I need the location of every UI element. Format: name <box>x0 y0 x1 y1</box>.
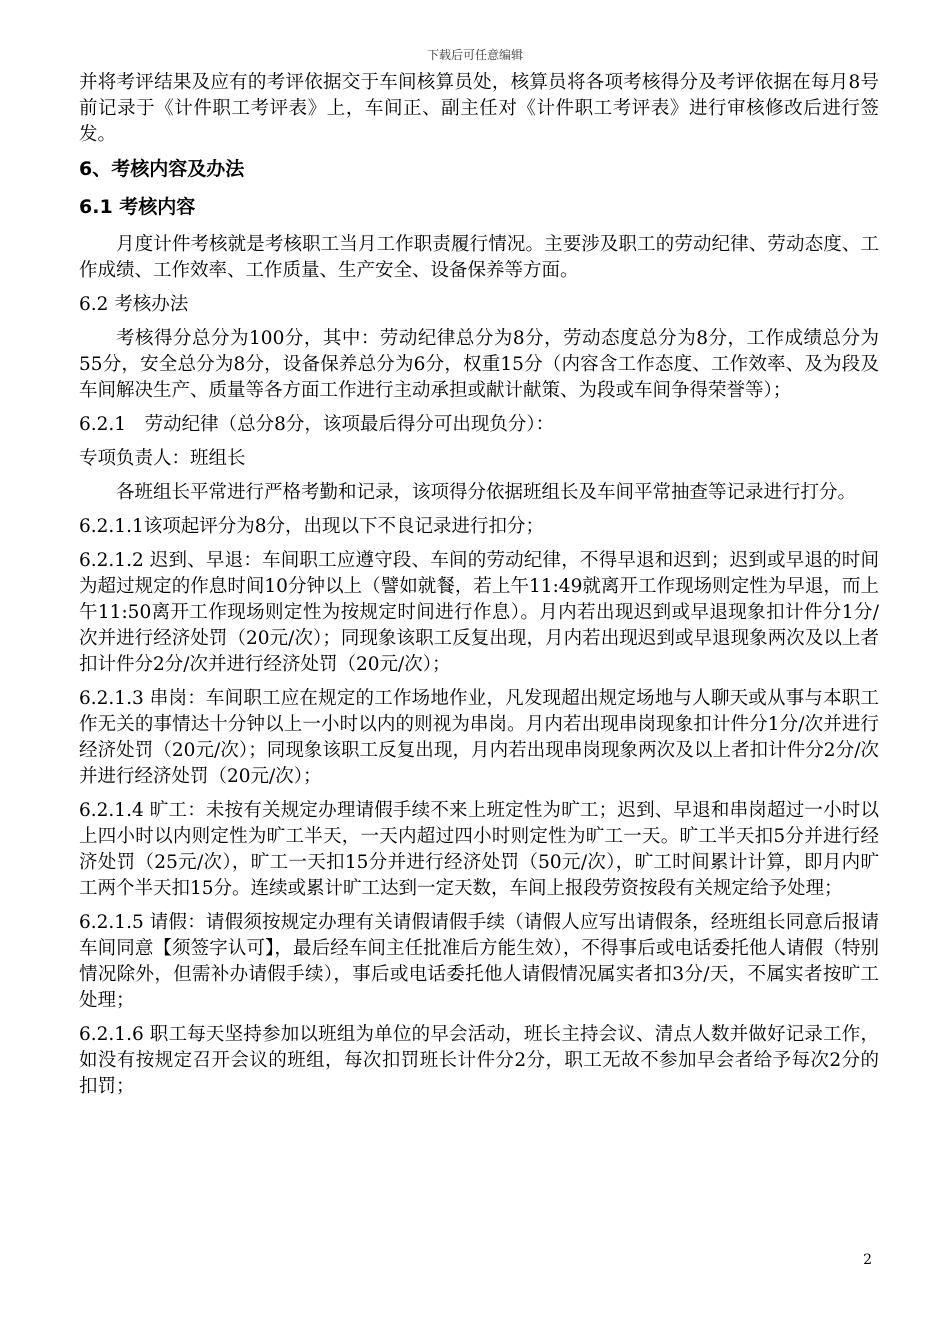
paragraph-assessment-content: 月度计件考核就是考核职工当月工作职责履行情况。主要涉及职工的劳动纪律、劳动态度、工作成绩、工作效率、工作质量、生产安全、设备保养等方面。 <box>79 234 879 281</box>
paragraph-6-2-1-5-leave: 6.2.1.5 请假：请假须按规定办理有关请假请假手续（请假人应写出请假条，经班组长同意后报请车间同意【须签字认可】，最后经车间主任批准后方能生效），不得事后或电话委托他人请假（特别情况除外，但需补办请假手续），事后或电话委托他人请假情况属实者扣3分/天，不属实者按旷工处理； <box>79 912 879 1011</box>
paragraph-6-2-1-6-morning-meeting: 6.2.1.6 职工每天坚持参加以班组为单位的早会活动，班长主持会议、清点人数并做好记录工作，如没有按规定召开会议的班组，每次扣罚班长计件分2分，职工无故不参加早会者给予每次2分的扣罚； <box>79 1024 879 1097</box>
paragraph-attendance-records: 各班组长平常进行严格考勤和记录，该项得分依据班组长及车间平常抽查等记录进行打分。 <box>116 482 857 503</box>
paragraph-6-2-1-labor-discipline: 6.2.1 劳动纪律（总分8分，该项最后得分可出现负分）： <box>79 414 555 435</box>
paragraph-6-2-1-1: 6.2.1.1该项起评分为8分，出现以下不良记录进行扣分； <box>79 516 544 537</box>
page-header-note: 下载后可任意编辑 <box>426 48 523 62</box>
page-number: 2 <box>863 1252 872 1268</box>
paragraph-6-2-1-2-late-early: 6.2.1.2 迟到、早退：车间职工应遵守段、车间的劳动纪律，不得早退和迟到；迟到或早退的时间为超过规定的作息时间10分钟以上（譬如就餐，若上午11:49就离开工作现场则定性为早退，而上午11:50离开工作现场则定性为按规定时间进行作息）。月内若出现迟到或早退现象扣计件分1分/次并进行经济处罚（20元/次）；同现象该职工反复出现，月内若出现迟到或早退现象两次及以上者扣计件分2分/次并进行经济处罚（20元/次）； <box>79 550 879 675</box>
paragraph-score-allocation: 考核得分总分为100分，其中：劳动纪律总分为8分，劳动态度总分为8分，工作成绩总分为55分，安全总分为8分，设备保养总分为6分，权重15分（内容含工作态度、工作效率、及为段及车间解决生产、质量等各方面工作进行主动承担或献计献策、为段或车间争得荣誉等）； <box>79 328 879 401</box>
document-body <box>79 70 879 1108</box>
subheading-6-2: 6.2 考核办法 <box>79 294 189 315</box>
paragraph-responsible-person: 专项负责人：班组长 <box>79 448 246 469</box>
paragraph-evaluation-submission: 并将考评结果及应有的考评依据交于车间核算员处，核算员将各项考核得分及考评依据在每月8号前记录于《计件职工考评表》上，车间正、副主任对《计件职工考评表》进行审核修改后进行签发。 <box>79 72 879 145</box>
paragraph-6-2-1-3-post-leaving: 6.2.1.3 串岗：车间职工应在规定的工作场地作业，凡发现超出规定场地与人聊天或从事与本职工作无关的事情达十分钟以上一小时以内的则视为串岗。月内若出现串岗现象扣计件分1分/次并进行经济处罚（20元/次）；同现象该职工反复出现，月内若出现串岗现象两次及以上者扣计件分2分/次并进行经济处罚（20元/次）； <box>79 688 879 787</box>
section-heading-6: 6、考核内容及办法 <box>79 158 245 180</box>
section-heading-6-1: 6.1 考核内容 <box>79 196 196 218</box>
paragraph-6-2-1-4-absenteeism: 6.2.1.4 旷工：未按有关规定办理请假手续不来上班定性为旷工；迟到、早退和串岗超过一小时以上四小时以内则定性为旷工半天，一天内超过四小时则定性为旷工一天。旷工半天扣5分并进行经济处罚（25元/次），旷工一天扣15分并进行经济处罚（50元/次），旷工时间累计计算，即月内旷工两个半天扣15分。连续或累计旷工达到一定天数，车间上报段劳资按段有关规定给予处理； <box>79 800 879 899</box>
